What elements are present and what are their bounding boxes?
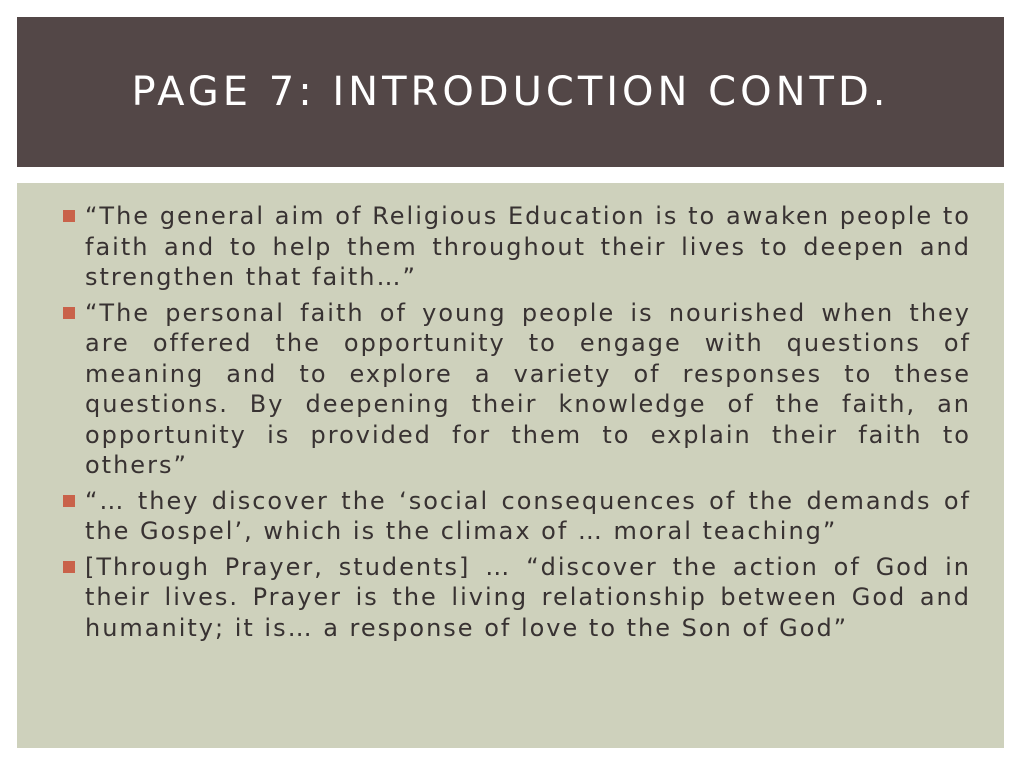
title-bar [17, 17, 1004, 167]
bullet-item [63, 552, 971, 644]
bullet-item [63, 201, 971, 293]
bullet-text: “The personal faith of young people is nourished when they are offered the opportunity to engage with questions of meaning and to explore a variety of responses to these questions. By deepening their knowledge of the faith, an opportunity is provided for them to explain their faith to others” [85, 298, 971, 479]
slide-title: PAGE 7: INTRODUCTION CONTD. [131, 69, 890, 115]
bullet-text: [Through Prayer, students] … “discover the action of God in their lives. Prayer is the living relationship between God and humanity; it is… a response of love to the Son of God” [85, 552, 971, 642]
square-bullet-icon [63, 210, 75, 222]
bullet-item [63, 486, 971, 547]
bullet-text: “The general aim of Religious Education is to awaken people to faith and to help them throughout their lives to deepen and strengthen that faith…” [85, 202, 971, 291]
content-box [17, 183, 1004, 748]
bullet-list [63, 201, 971, 648]
square-bullet-icon [63, 561, 75, 573]
square-bullet-icon [63, 307, 75, 319]
square-bullet-icon [63, 495, 75, 507]
bullet-text: “… they discover the ‘social consequences of the demands of the Gospel’, which is the climax of … moral teaching” [85, 486, 971, 545]
bullet-item [63, 298, 971, 481]
